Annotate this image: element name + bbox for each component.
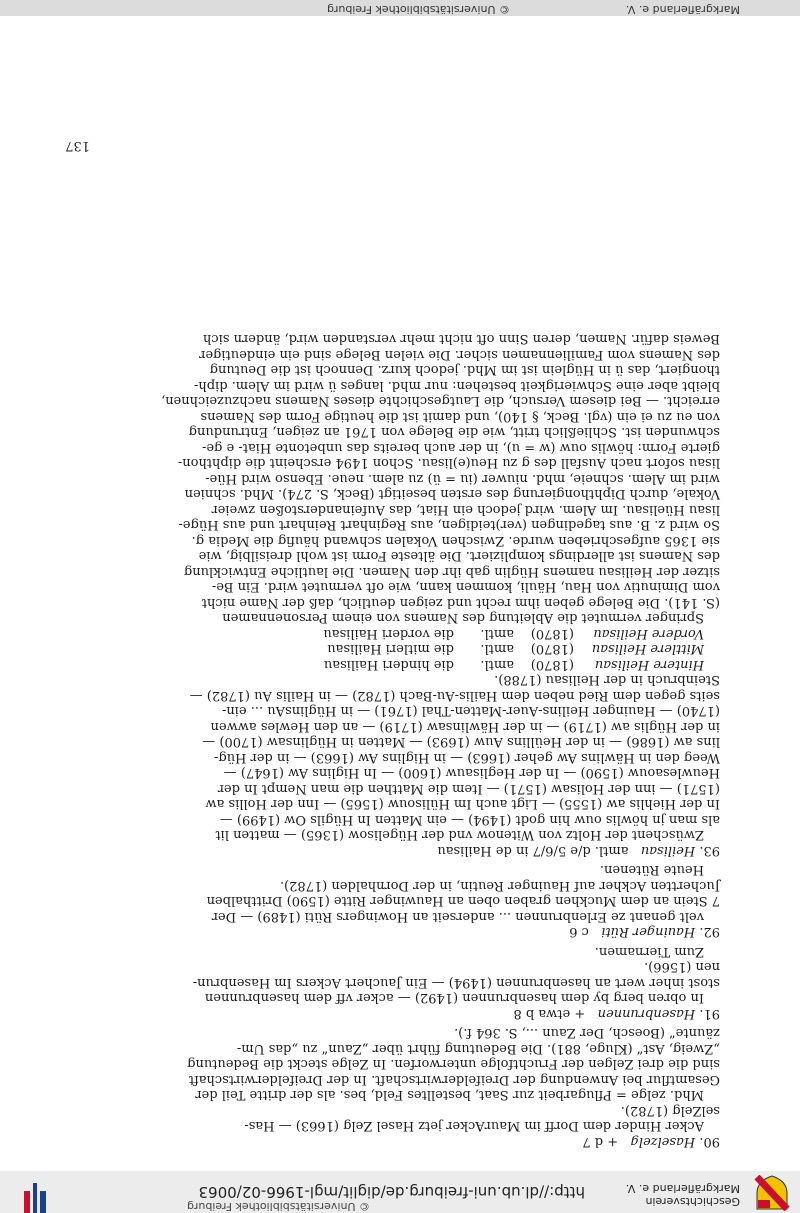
table-row: Mittlere Heilisau (1870) amtl. die mitleri Hailisau [327, 641, 704, 657]
footer-org: Markgräflerland e. V. [625, 3, 740, 16]
text-line: velt genant ze Erlenbrunnen ... anderseit an Howingers Rüti (1489) — Der [211, 909, 704, 924]
text-line: So wird z. B. aus tagedingen (ver)teidigen, aus Reginhart Reinhart und aus Hüge- [178, 517, 720, 533]
subname-table [64, 626, 704, 673]
scan-footer-bar [0, 0, 800, 16]
page-number: 137 [65, 138, 90, 153]
text-line: Heute Rütenen. [599, 862, 704, 878]
text-line: 7 Stein an dem Muckhen graben oben an Hauwinger Ritte (1590) Dritthalben [206, 893, 720, 909]
text-line: „Zweig, Ast“ (Kluge, 881). Die Bedeutung führt über „Zaun“ zu „das Um- [236, 1041, 720, 1056]
text-line: Zum Tiernamen. [594, 944, 704, 959]
copyright-note: © Universitätsbibliothek Freiburg [187, 1200, 370, 1213]
text-line: Acker Hinder dem Dorff im MaurAcker jetz Hasel Zelg (1663) — Has- [244, 1118, 704, 1134]
text-line: In obren berg by dem hasenbrunnen (1492) — acker vff dem hasenbrunnen [204, 990, 704, 1006]
text-line: (1571) — inn der Holisaw (1571) — Item die Matthen die man Nempt In der [217, 781, 720, 796]
text-line: selZelg (1782). [620, 1103, 720, 1118]
text-line: Mhd. zelge = Pflugarbeit zur Saat, bestelltes Feld, bes. als der dritte Teil der [195, 1087, 704, 1103]
text-line: lisau sofort nach Ausfall des g zu Heu(e)lisau. Schon 1494 erscheint die diphthon- [177, 455, 720, 471]
text-line: Steinbruch in der Heilisau (1788). [494, 672, 720, 688]
text-line: des Namens vom Familiennamen sicher. Die vielen Belege sind ein eindeutiger [199, 347, 720, 362]
table-row: Hintere Heilisau (1870) amtl. die hinderi Hailisau [323, 657, 704, 672]
text-line: gierte Form: höwlis ouw (w = u), in der auch bereits das unbetonte Hiat- e ge- [202, 440, 720, 455]
text-line: Springer vermutet die Ableitung des Namens von einem Personennamen [222, 610, 704, 626]
entry-92-heading: 92. Hauinger Rüti c 6 [569, 924, 720, 940]
text-line: zäunte“ (Boesch, Der Zaun ..., S. 364 f.). [454, 1025, 720, 1041]
text-line: thongiert, das ü in Hüglein ist im Mhd. jedoch kurz. Dennoch ist die Deutung [209, 362, 720, 378]
text-line: lisau Hüelisau. Im Alem. wird jedoch ein Hiat, das Aufeinanderstoßen zweier [211, 502, 720, 517]
text-line: Heuwlesaouw (1590) — In der Heglisauw (1600) — In Higlins Aw (1647) — [223, 765, 720, 781]
text-line: Weeg den in Häwlins Aw geher (1663) — in Higlins Aw (1663) — in der Hüg- [214, 750, 720, 765]
text-line: In der Hiehlis aw (1555) — Ligt auch Im Hülisouw (1565) — Inn der Hollis aw [205, 796, 720, 812]
coat-of-arms-logo [754, 1175, 790, 1211]
entry-93-heading: 93. Heilisau amtl. d/e 5/6/7 in de Hailisau [437, 843, 720, 858]
table-row: Vordere Heilisau (1870) amtl. die vorderi Hailisau [323, 626, 704, 641]
text-line: nen (1566). [644, 959, 720, 975]
org-name: Geschichtsverein Markgräflerland e. V. [625, 1182, 740, 1208]
text-line: schwunden ist. Schließlich tritt, wie die Belege von 1761 an zeigen, Entrundung [188, 424, 720, 440]
text-line: in der Hüglis aw (1719) — in der Häwlinsaw (1719) — an den Hewles awwen [210, 719, 720, 734]
library-logo [22, 1183, 48, 1213]
text-line: sie 1365 aufgeschrieben wurde. Zwischen Vokalen schwand häufig die Media g. [191, 533, 720, 548]
text-line: Zwüschent der Holtz von Witenow vnd der Hügelisow (1365) — matten lit [215, 827, 704, 843]
text-line: erreicht. — Bei diesem Versuch, die Lautgeschichte dieses Namens nachzuzeichnen, [161, 393, 720, 409]
text-line: des Namens ist allerdings kompliziert. Die älteste Form ist wohl dreisilbig, wie [198, 548, 720, 564]
text-line: bleibt aber eine Schwierigkeit bestehen: nur mhd. langes ü wird im Alem. diph- [194, 378, 720, 393]
text-line: wird im Alem. schneie, mhd. niuwer (iu = ü) zu alem. neue. Ebenso wird Hüe- [205, 471, 720, 486]
text-line: (1740) — Hauinger Heilins-Auer-Matten-Thal (1761) — in HüglinsAu ... ein- [221, 703, 720, 719]
text-line: vom Diminutiv von Hau, Häuli, kommen kann, wie oft vermutet wird. Ein Be- [211, 579, 720, 595]
text-line: von eu zu ei ein (vgl. Beck, § 140), und damit ist die heutige Form des Namens [200, 409, 720, 424]
text-line: Gesamtflur bei Anwendung der Dreifelderwirtschaft. In der Dreifelderwirtschaft [188, 1072, 720, 1087]
entry-91-heading: 91. Hasenbrunnen + etwa b 8 [513, 1006, 720, 1021]
text-line: sind die drei Zelgen der Fruchtfolge unterworfen. In Zelge steckt die Bedeutung [187, 1056, 720, 1072]
text-line: seits gegen dem Ried neben dem Hailis-Au-Bach (1782) — in Hailis Au (1782) — [189, 688, 720, 703]
text-line: Juchertten Ackher auf Hauinger Reutin, in der Dornhalden (1782). [279, 878, 720, 893]
text-line: (S. 141). Die Belege geben ihm recht und zeigen deutlich, daß der Name nicht [201, 595, 720, 610]
text-line: als man jn höwlis ouw hin godt (1494) — ein Matten In Hügils Ow (1499) — [219, 812, 720, 827]
document-page [80, 331, 720, 1153]
text-line: Vokale, durch Diphthongierung des ersten beseitigt (Beck, S. 274). Mhd. schnien [184, 486, 720, 502]
text-line: sitzer der Heilisau namens Hüglin gab ihr den Namen. Die lautliche Entwicklung [183, 564, 720, 579]
scan-header-bar [0, 1171, 800, 1213]
text-line: lins aw (1686) — in der Heüllins Auw (1693) — Matten in Hüglinsaw (1700) — [202, 734, 720, 750]
text-line: stost inher wert an hasenbrunnen (1494) — Ein Jauchert Ackers Im Hasenbrun- [192, 975, 720, 990]
text-line: Beweis dafür. Namen, deren Sinn oft nicht mehr verstanden wird, ändern sich [203, 331, 720, 347]
footer-copyright: © Universitätsbibliothek Freiburg [327, 3, 510, 16]
permalink-url[interactable]: http://dl.ub.uni-freiburg.de/diglit/mgl-1966-02/0063 [198, 1183, 585, 1201]
entry-90-heading: 90. Haselzelg + d 7 [582, 1134, 720, 1149]
